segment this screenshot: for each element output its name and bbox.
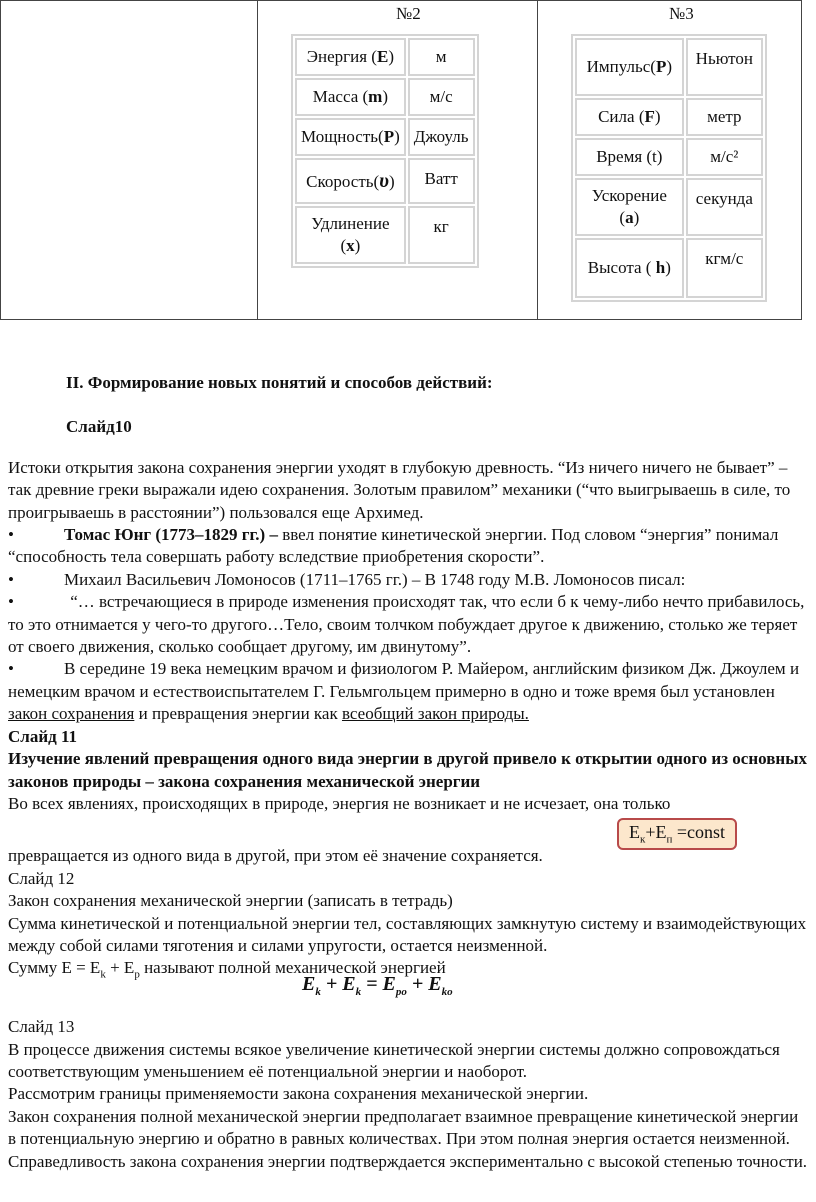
slide-11-line1: Во всех явлениях, происходящих в природе, энергия не возникает и не исчезает, она только xyxy=(8,793,671,813)
young-text: ввел понятие кинетической энергии. Под словом “энергия” понимал “способность тела совершать работу вследствие приобретения скорости”. xyxy=(8,525,779,567)
formula-part: = E xyxy=(361,973,396,995)
unit-name: секунда xyxy=(695,189,753,208)
quantity-symbol: a xyxy=(625,208,634,227)
unit-name: кгм/с xyxy=(705,249,744,268)
bullet-icon: • xyxy=(8,525,14,545)
quantity-symbol: m xyxy=(368,87,383,106)
paren: ) xyxy=(382,87,389,106)
energy-const-formula xyxy=(617,818,737,850)
quantity-name: Импульс xyxy=(586,57,651,76)
quantity-name: Удлинение xyxy=(311,214,390,233)
unit-cell xyxy=(686,98,763,136)
sum-text: называют полной механической энергией xyxy=(139,958,446,978)
paren: ) xyxy=(654,107,661,126)
paragraph-origins: Истоки открытия закона сохранения энергии уходят в глубокую древность. “Из ничего ничего не бывает” – так древние греки выражали идею сохранения. Золотым правилом” механики (“что выигрываешь в силе, то проигрываешь в расстоянии”) пользовался еще Архимед. xyxy=(8,457,791,522)
table-row xyxy=(575,238,763,298)
quantities-table-2 xyxy=(291,34,479,268)
unit-name: Ньютон xyxy=(695,49,753,68)
table-row xyxy=(575,38,763,96)
bullet-mayer xyxy=(8,658,808,725)
quantity-cell xyxy=(295,158,406,204)
paren: ( xyxy=(378,127,384,146)
slide-13-p2: Рассмотрим границы применяемости закона сохранения механической энергии. xyxy=(8,1084,589,1104)
unit-cell xyxy=(408,78,475,116)
bullet-quote xyxy=(8,591,808,658)
quantity-cell xyxy=(575,238,684,298)
formula-part: + xyxy=(645,822,656,842)
paren: ) xyxy=(388,171,395,191)
paren: ( xyxy=(373,171,380,191)
young-name: Томас Юнг (1773–1829 гг.) – xyxy=(63,525,278,545)
formula-part: E xyxy=(655,822,667,842)
document-body xyxy=(8,372,808,1173)
law-link-2: всеобщий закон природы. xyxy=(341,704,529,724)
quantity-name: Энергия xyxy=(306,47,372,66)
quantity-cell xyxy=(295,118,406,156)
sub-p: p xyxy=(134,968,140,981)
paren: ( xyxy=(619,208,626,227)
unit-name: Ватт xyxy=(424,169,458,188)
table-row xyxy=(575,178,763,236)
paren: ( xyxy=(362,87,369,106)
unit-cell xyxy=(686,38,763,96)
quote-text: “… встречающиеся в природе изменения происходят так, что если б к чему-либо нечто прибавилось, то это отнимается у чего-то другого…Тело, своим толчком побуждает другое к движению, столько же теряет от своего движения, сколько сообщает другому, им двинутому”. xyxy=(8,592,805,657)
table-row xyxy=(295,206,475,264)
paren: ( xyxy=(340,236,347,255)
slide-13-heading: Слайд 13 xyxy=(8,1017,75,1037)
unit-cell xyxy=(686,138,763,176)
formula-sub: ko xyxy=(441,986,453,998)
quantity-name: Сила xyxy=(598,107,639,126)
slide-11-title: Изучение явлений превращения одного вида энергии в другой привело к открытии одного из основных законов природы – закона сохранения механической энергии xyxy=(8,749,807,791)
unit-name: Джоуль xyxy=(413,127,469,146)
quantity-name: Скорость xyxy=(306,171,374,191)
bullet-young xyxy=(8,524,808,569)
table-border xyxy=(1,0,801,1)
formula-sub: п xyxy=(666,833,673,846)
formula-part: E xyxy=(302,973,316,995)
column-divider xyxy=(257,0,258,319)
outer-table xyxy=(0,0,802,320)
unit-cell xyxy=(408,158,475,204)
quantity-symbol: x xyxy=(346,236,355,255)
paren: ) xyxy=(666,57,673,76)
slide-11-line2: превращается из одного вида в другой, при этом её значение сохраняется. xyxy=(8,846,543,866)
bullet-lomonosov xyxy=(8,569,808,591)
paren: ( xyxy=(650,57,656,76)
quantity-name: Время (t) xyxy=(596,147,663,166)
formula-part: + E xyxy=(406,973,442,995)
slide-12-paragraph: Сумма кинетической и потенциальной энергии тел, составляющих замкнутую систему и взаимодействующих между собой силами тяготения и силами упругости, остается неизменной. xyxy=(8,913,807,955)
quantity-cell xyxy=(575,38,684,96)
paren: ) xyxy=(665,258,671,277)
quantity-cell xyxy=(295,38,406,76)
paren: ( xyxy=(371,47,377,66)
formula-sub: k xyxy=(315,986,321,998)
quantity-name: Масса xyxy=(312,87,363,106)
slide-11-heading: Слайд 11 xyxy=(8,726,78,746)
paren: ( xyxy=(638,107,645,126)
unit-name: м/с² xyxy=(710,147,739,166)
unit-cell xyxy=(408,206,475,264)
quantity-symbol: h xyxy=(655,258,666,277)
quantity-name: Мощность xyxy=(301,127,379,146)
table-row xyxy=(575,138,763,176)
energy-equation xyxy=(302,973,453,998)
paren: ) xyxy=(394,127,400,146)
quantity-name: Высота ( xyxy=(587,258,656,277)
unit-cell xyxy=(686,238,763,298)
unit-name: м/с xyxy=(429,87,453,106)
unit-name: м xyxy=(435,47,447,66)
section-heading: II. Формирование новых понятий и способов действий: xyxy=(66,373,493,392)
unit-name: метр xyxy=(707,107,742,126)
lomonosov-text: Михаил Васильевич Ломоносов (1711–1765 гг.) – В 1748 году М.В. Ломоносов писал: xyxy=(63,569,686,589)
quantities-table-3 xyxy=(571,34,767,302)
formula-part: =const xyxy=(672,822,726,842)
bullet-icon: • xyxy=(8,659,14,679)
quantity-cell xyxy=(575,178,684,236)
quantity-symbol: P xyxy=(655,57,667,76)
slide-13-p3: Закон сохранения полной механической энергии предполагает взаимное превращение кинетической энергии в потенциальную энергию и обратно в равных количествах. При этом полная энергия остается неизменной. xyxy=(8,1106,799,1149)
quantity-symbol: F xyxy=(644,107,655,126)
column-divider xyxy=(537,0,538,319)
mayer-text-2: и превращения энергии как xyxy=(134,704,342,724)
quantity-cell xyxy=(295,78,406,116)
bullet-icon: • xyxy=(8,592,14,612)
sum-text: Сумму Е = E xyxy=(8,958,101,978)
unit-cell xyxy=(686,178,763,236)
paren: ) xyxy=(633,208,640,227)
formula-sub: k xyxy=(355,986,362,998)
unit-name: кг xyxy=(433,217,449,236)
column-header-3: №3 xyxy=(669,4,694,23)
slide-12-heading: Слайд 12 xyxy=(8,868,75,888)
sub-k: k xyxy=(100,968,106,981)
paren: ) xyxy=(388,47,394,66)
table-row xyxy=(575,98,763,136)
formula-part: + E xyxy=(320,973,356,995)
slide-12-title: Закон сохранения механической энергии (записать в тетрадь) xyxy=(8,891,453,911)
slide-13-p4: Справедливость закона сохранения энергии подтверждается экспериментально с высокой степенью точности. xyxy=(8,1151,808,1171)
unit-cell xyxy=(408,118,475,156)
table-row xyxy=(295,158,475,204)
formula-sub: к xyxy=(640,833,646,846)
bullet-icon: • xyxy=(8,569,14,589)
mayer-text: В середине 19 века немецким врачом и физиологом Р. Майером, английским физиком Дж. Джоулем и немецким врачом и естествоиспытателем Г. Гельмгольцем примерно в одно и тоже время был установлен xyxy=(8,659,800,701)
formula-sub: po xyxy=(395,986,407,998)
column-header-2: №2 xyxy=(396,4,421,23)
table-row xyxy=(295,78,475,116)
paren: ) xyxy=(354,236,361,255)
quantity-name: Ускорение xyxy=(591,186,667,205)
formula-part: E xyxy=(629,822,640,842)
quantity-symbol: υ xyxy=(379,169,389,192)
slide-13-p1: В процессе движения системы всякое увеличение кинетической энергии системы должно сопровождаться соответствующим уменьшением её потенциальной энергии и наоборот. xyxy=(8,1039,780,1081)
quantity-symbol: P xyxy=(383,127,395,146)
table-row xyxy=(295,38,475,76)
quantity-cell xyxy=(575,98,684,136)
table-row xyxy=(295,118,475,156)
unit-cell xyxy=(408,38,475,76)
quantity-cell xyxy=(575,138,684,176)
slide-10-heading: Слайд10 xyxy=(66,417,132,437)
law-link-1: закон сохранения xyxy=(8,704,135,724)
sum-text: + E xyxy=(105,958,135,978)
quantity-symbol: E xyxy=(376,47,389,66)
quantity-cell xyxy=(295,206,406,264)
